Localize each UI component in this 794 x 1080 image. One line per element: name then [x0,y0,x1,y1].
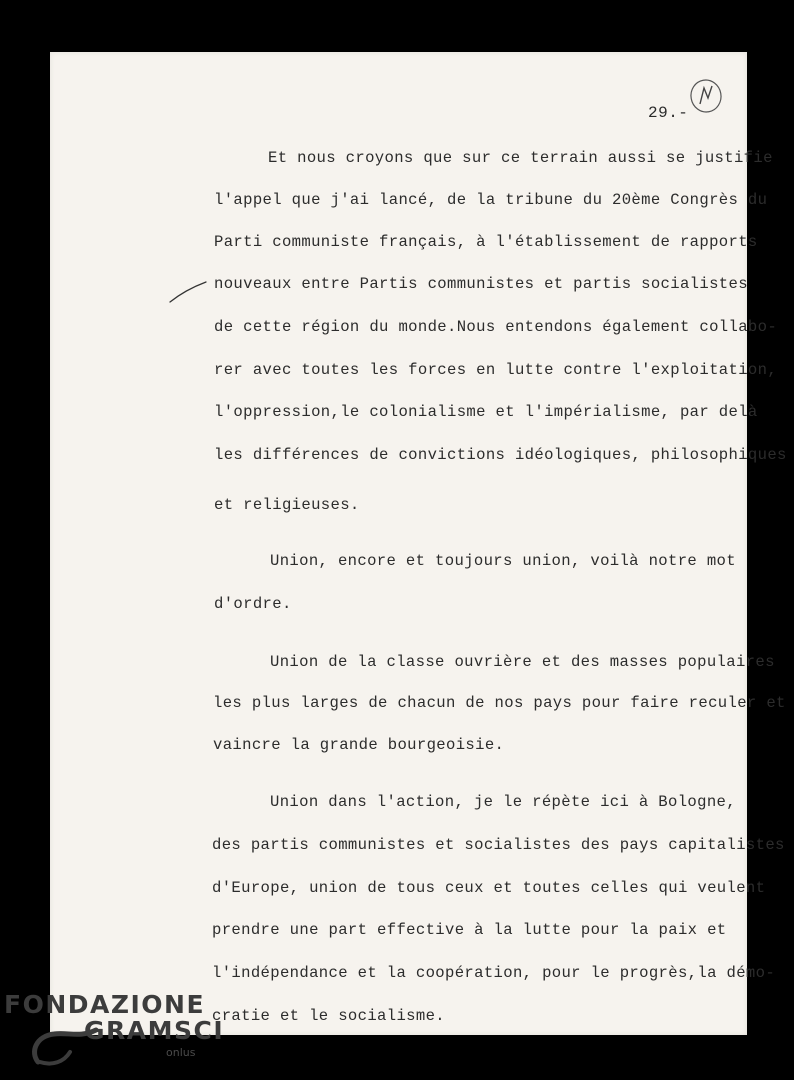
text-line: l'appel que j'ai lancé, de la tribune du 20ème Congrès du [214,191,768,209]
text-line: cratie et le socialisme. [212,1007,445,1025]
text-line: les différences de convictions idéologiques, philosophiques [214,446,787,464]
text-line: nouveaux entre Partis communistes et partis socialistes [214,275,748,293]
text-line: rer avec toutes les forces en lutte contre l'exploitation, [214,361,778,379]
text-line: Union de la classe ouvrière et des masses populaires [270,653,775,671]
text-line: Union dans l'action, je le répète ici à Bologne, [270,793,736,811]
watermark-line-1: FONDAZIONE [4,990,206,1019]
text-line: prendre une part effective à la lutte pour la paix et [212,921,727,939]
document-page [50,52,787,1035]
text-line: d'Europe, union de tous ceux et toutes celles qui veulent [212,879,766,897]
text-line: Union, encore et toujours union, voilà notre mot [270,552,736,570]
margin-annotation-mark [168,280,208,304]
text-line: d'ordre. [214,595,292,613]
watermark-line-2: GRAMSCI [84,1016,225,1045]
text-line: l'indépendance et la coopération, pour le progrès,la démo- [212,964,776,982]
text-line: et religieuses. [214,496,360,514]
archive-stamp-icon [688,74,724,114]
text-line: les plus larges de chacun de nos pays pour faire reculer et [213,694,786,712]
text-line: des partis communistes et socialistes des pays capitalistes [212,836,785,854]
text-line: de cette région du monde.Nous entendons également collabo- [214,318,778,336]
page-number: 29.- [648,104,689,122]
fondazione-gramsci-watermark [4,990,225,1075]
watermark-line-3: onlus [166,1046,196,1059]
text-line: Et nous croyons que sur ce terrain aussi se justifie [268,149,773,167]
text-line: vaincre la grande bourgeoisie. [213,736,505,754]
text-line: Parti communiste français, à l'établissement de rapports [214,233,758,251]
text-line: l'oppression,le colonialisme et l'impérialisme, par delà [214,403,758,421]
